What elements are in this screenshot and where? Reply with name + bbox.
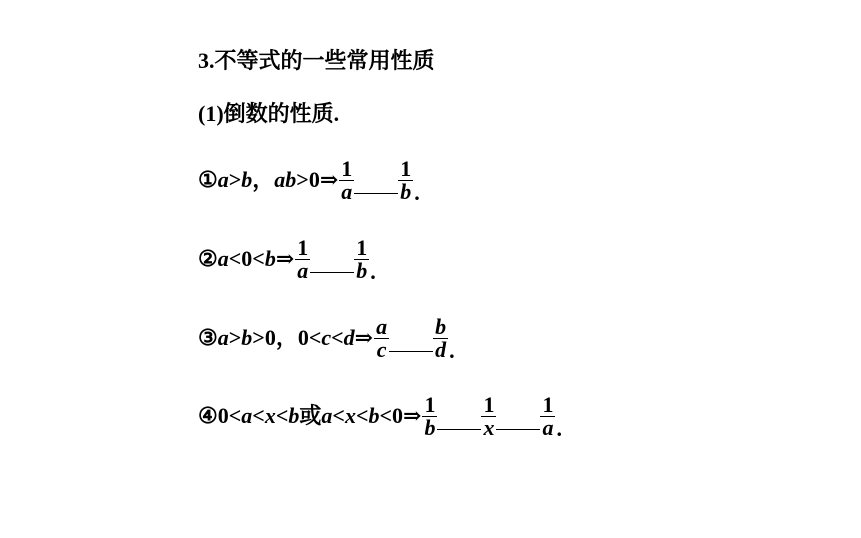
end-period: . — [449, 338, 455, 363]
cond-op: < — [275, 403, 289, 428]
cond-op: 0< — [217, 403, 242, 428]
cond-op: < — [355, 403, 369, 428]
fraction-denominator: b — [356, 257, 368, 283]
cond-op: < — [252, 403, 265, 428]
cond-var: b — [288, 403, 300, 428]
fraction — [433, 313, 448, 362]
fraction-numerator: 1 — [356, 234, 368, 260]
fraction — [374, 313, 389, 362]
fraction-numerator: a — [376, 313, 388, 339]
fraction-numerator: 1 — [483, 391, 495, 417]
answer-blank — [354, 193, 398, 194]
property-item-4 — [198, 386, 562, 446]
end-period: . — [370, 259, 376, 284]
cond-op: ⇒ — [275, 246, 295, 271]
cond-op: < — [331, 325, 344, 350]
fraction — [481, 391, 496, 440]
fraction — [339, 155, 354, 204]
cond-var: c — [321, 325, 332, 350]
fraction-numerator: 1 — [400, 155, 412, 181]
property-item-1 — [198, 150, 420, 210]
cond-var: a — [217, 325, 229, 350]
cond-op: <0< — [228, 246, 265, 271]
fraction-denominator: a — [542, 414, 554, 440]
item-marker: ① — [198, 167, 218, 192]
fraction-denominator: a — [341, 178, 353, 204]
fraction-numerator: b — [435, 313, 447, 339]
cond-var: b — [264, 246, 276, 271]
fraction — [354, 234, 369, 283]
fraction — [295, 234, 310, 283]
cond-op: < — [332, 403, 345, 428]
fraction-denominator: c — [376, 336, 387, 362]
subsection-title: (1)倒数的性质. — [198, 101, 340, 126]
cond-conj: 或 — [299, 403, 322, 428]
fraction — [398, 155, 413, 204]
cond-var: d — [343, 325, 355, 350]
cond-op: > — [228, 167, 242, 192]
answer-blank — [310, 272, 354, 273]
fraction-denominator: b — [400, 178, 412, 204]
fraction — [540, 391, 555, 440]
cond-var: b — [241, 325, 253, 350]
fraction-denominator: a — [297, 257, 309, 283]
fraction-numerator: 1 — [424, 391, 436, 417]
cond-var: ab — [274, 167, 297, 192]
fraction-numerator: 1 — [542, 391, 554, 417]
item-marker: ③ — [198, 325, 218, 350]
property-item-2 — [198, 229, 376, 289]
answer-blank — [437, 429, 481, 430]
fraction-denominator: b — [424, 414, 436, 440]
cond-var: x — [344, 403, 356, 428]
cond-var: b — [368, 403, 380, 428]
cond-op: ⇒ — [354, 325, 374, 350]
fraction-denominator: d — [435, 336, 447, 362]
cond-var: x — [264, 403, 276, 428]
cond-op: >0，0< — [252, 325, 322, 350]
fraction — [422, 391, 437, 440]
property-item-3 — [198, 308, 455, 368]
end-period: . — [414, 180, 420, 205]
cond-op: >0⇒ — [296, 167, 339, 192]
section-title: 3.不等式的一些常用性质 — [198, 48, 435, 73]
end-period: . — [556, 416, 562, 441]
cond-var: a — [241, 403, 253, 428]
answer-blank — [496, 429, 540, 430]
cond-var: b — [241, 167, 253, 192]
cond-var: a — [217, 246, 229, 271]
cond-sep: ， — [252, 167, 275, 192]
fraction-numerator: 1 — [297, 234, 309, 260]
item-marker: ② — [198, 246, 218, 271]
cond-op: > — [228, 325, 242, 350]
fraction-denominator: x — [483, 414, 495, 440]
item-marker: ④ — [198, 403, 218, 428]
cond-var: a — [321, 403, 333, 428]
cond-op: <0⇒ — [379, 403, 422, 428]
answer-blank — [389, 351, 433, 352]
fraction-numerator: 1 — [341, 155, 353, 181]
cond-var: a — [217, 167, 229, 192]
